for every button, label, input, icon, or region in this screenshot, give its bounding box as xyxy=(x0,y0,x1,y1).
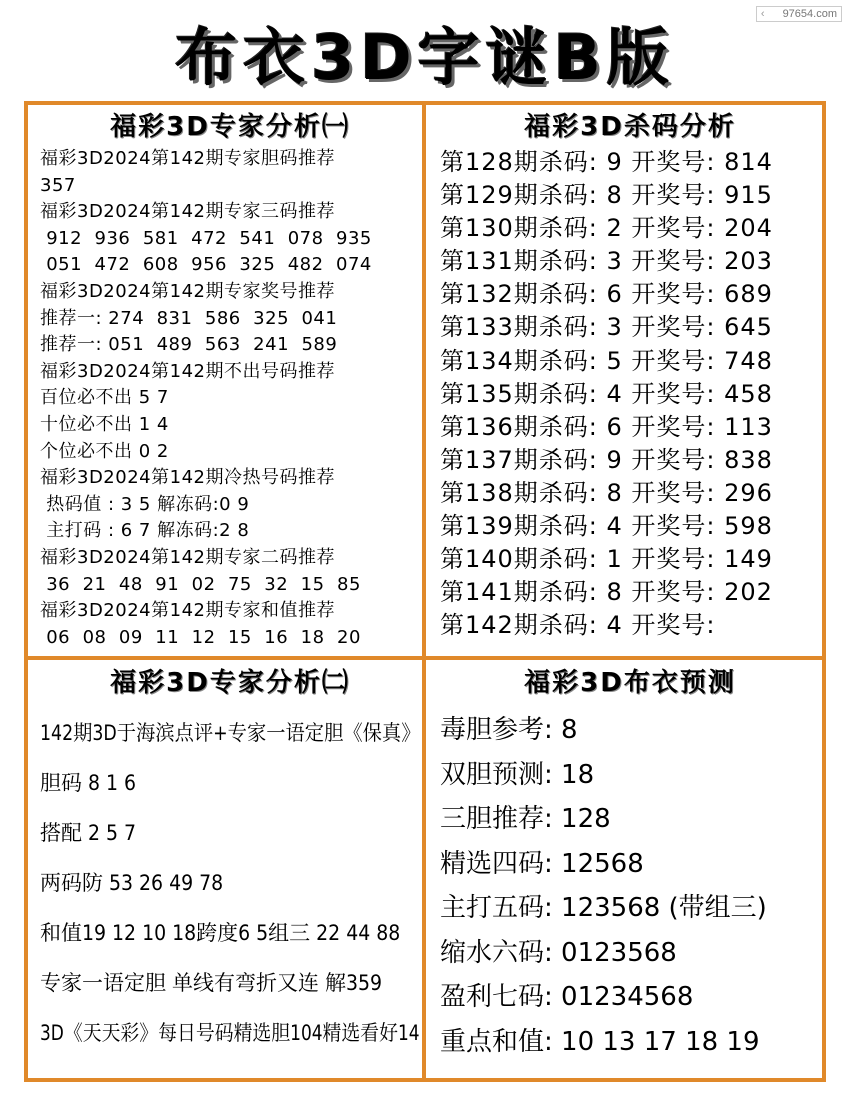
expert-analysis-2-panel xyxy=(40,666,420,1076)
kill-code-row: 第137期杀码: 9 开奖号: 838 xyxy=(440,445,773,474)
prediction-row: 重点和值: 10 13 17 18 19 xyxy=(440,1026,760,1057)
grid-divider-horizontal xyxy=(24,656,826,660)
expert-analysis-1-panel xyxy=(40,110,420,650)
prediction-row: 双胆预测: 18 xyxy=(440,759,595,790)
text-line: 福彩3D2024第142期专家二码推荐 xyxy=(40,546,335,568)
text-line: 051 472 608 956 325 482 074 xyxy=(40,254,372,276)
buyi-prediction-panel xyxy=(440,666,820,1076)
kill-code-row: 第135期杀码: 4 开奖号: 458 xyxy=(440,379,773,408)
text-line: 福彩3D2024第142期专家奖号推荐 xyxy=(40,280,335,302)
line-list xyxy=(40,708,420,1058)
text-line: 个位必不出 0 2 xyxy=(40,440,169,462)
line-list xyxy=(40,146,420,650)
text-line: 搭配 2 5 7 xyxy=(40,821,137,845)
kill-code-row: 第139期杀码: 4 开奖号: 598 xyxy=(440,512,773,541)
text-line: 百位必不出 5 7 xyxy=(40,387,169,409)
kill-code-row: 第130期杀码: 2 开奖号: 204 xyxy=(440,214,773,243)
text-line: 主打码 : 6 7 解冻码:2 8 xyxy=(40,520,250,542)
text-line: 36 21 48 91 02 75 32 15 85 xyxy=(40,573,361,595)
line-list xyxy=(440,146,820,642)
text-line: 和值19 12 10 18跨度6 5组三 22 44 88 xyxy=(40,921,401,945)
text-line: 十位必不出 1 4 xyxy=(40,413,169,435)
text-line: 福彩3D2024第142期冷热号码推荐 xyxy=(40,467,335,489)
text-line: 3D《天天彩》每日号码精选胆104精选看好14 xyxy=(40,1021,420,1045)
kill-code-row: 第131期杀码: 3 开奖号: 203 xyxy=(440,247,773,276)
line-list xyxy=(440,708,820,1064)
text-line: 福彩3D2024第142期专家胆码推荐 xyxy=(40,148,335,169)
text-line: 两码防 53 26 49 78 xyxy=(40,871,224,895)
text-line: 06 08 09 11 12 15 16 18 20 xyxy=(40,626,361,648)
prediction-row: 主打五码: 123568 (带组三) xyxy=(440,893,767,923)
panel-heading: 福彩3D专家分析㈠ xyxy=(110,112,350,142)
panel-heading: 福彩3D杀码分析 xyxy=(524,112,736,142)
text-line: 胆码 8 1 6 xyxy=(40,771,137,795)
text-line: 357 xyxy=(40,174,76,196)
prediction-row: 毒胆参考: 8 xyxy=(440,715,578,745)
kill-code-row: 第132期杀码: 6 开奖号: 689 xyxy=(440,280,773,309)
kill-code-row: 第140期杀码: 1 开奖号: 149 xyxy=(440,545,773,574)
text-line: 推荐一: 274 831 586 325 041 xyxy=(40,307,338,329)
panel-heading: 福彩3D专家分析㈡ xyxy=(110,668,350,698)
text-line: 福彩3D2024第142期专家和值推荐 xyxy=(40,600,335,622)
kill-code-row: 第136期杀码: 6 开奖号: 113 xyxy=(440,412,773,441)
text-line: 专家一语定胆 单线有弯折又连 解359 xyxy=(40,971,383,995)
panel-heading: 福彩3D布衣预测 xyxy=(524,668,736,698)
prediction-row: 缩水六码: 0123568 xyxy=(440,937,677,968)
watermark: ‹ 97654.com xyxy=(756,6,842,22)
text-line: 推荐一: 051 489 563 241 589 xyxy=(40,334,338,356)
kill-code-analysis-panel xyxy=(440,110,820,650)
prediction-row: 三胆推荐: 128 xyxy=(440,804,611,834)
kill-code-row: 第141期杀码: 8 开奖号: 202 xyxy=(440,578,773,607)
text-line: 142期3D于海滨点评+专家一语定胆《保真》 xyxy=(40,721,420,745)
kill-code-row: 第138期杀码: 8 开奖号: 296 xyxy=(440,478,773,507)
text-line: 912 936 581 472 541 078 935 xyxy=(40,227,372,249)
watermark-text: 97654.com xyxy=(782,8,837,20)
page-title: 布衣3D字谜B版 xyxy=(175,21,675,94)
kill-code-row: 第134期杀码: 5 开奖号: 748 xyxy=(440,346,773,375)
text-line: 福彩3D2024第142期不出号码推荐 xyxy=(40,360,335,382)
kill-code-row: 第128期杀码: 9 开奖号: 814 xyxy=(440,148,773,176)
text-line: 福彩3D2024第142期专家三码推荐 xyxy=(40,201,335,223)
kill-code-row: 第142期杀码: 4 开奖号: xyxy=(440,611,716,640)
grid-divider-vertical xyxy=(422,101,426,1082)
kill-code-row: 第129期杀码: 8 开奖号: 915 xyxy=(440,181,773,210)
kill-code-row: 第133期杀码: 3 开奖号: 645 xyxy=(440,313,773,342)
prediction-row: 盈利七码: 01234568 xyxy=(440,982,694,1012)
text-line: 热码值 : 3 5 解冻码:0 9 xyxy=(40,493,250,515)
prediction-row: 精选四码: 12568 xyxy=(440,848,644,879)
